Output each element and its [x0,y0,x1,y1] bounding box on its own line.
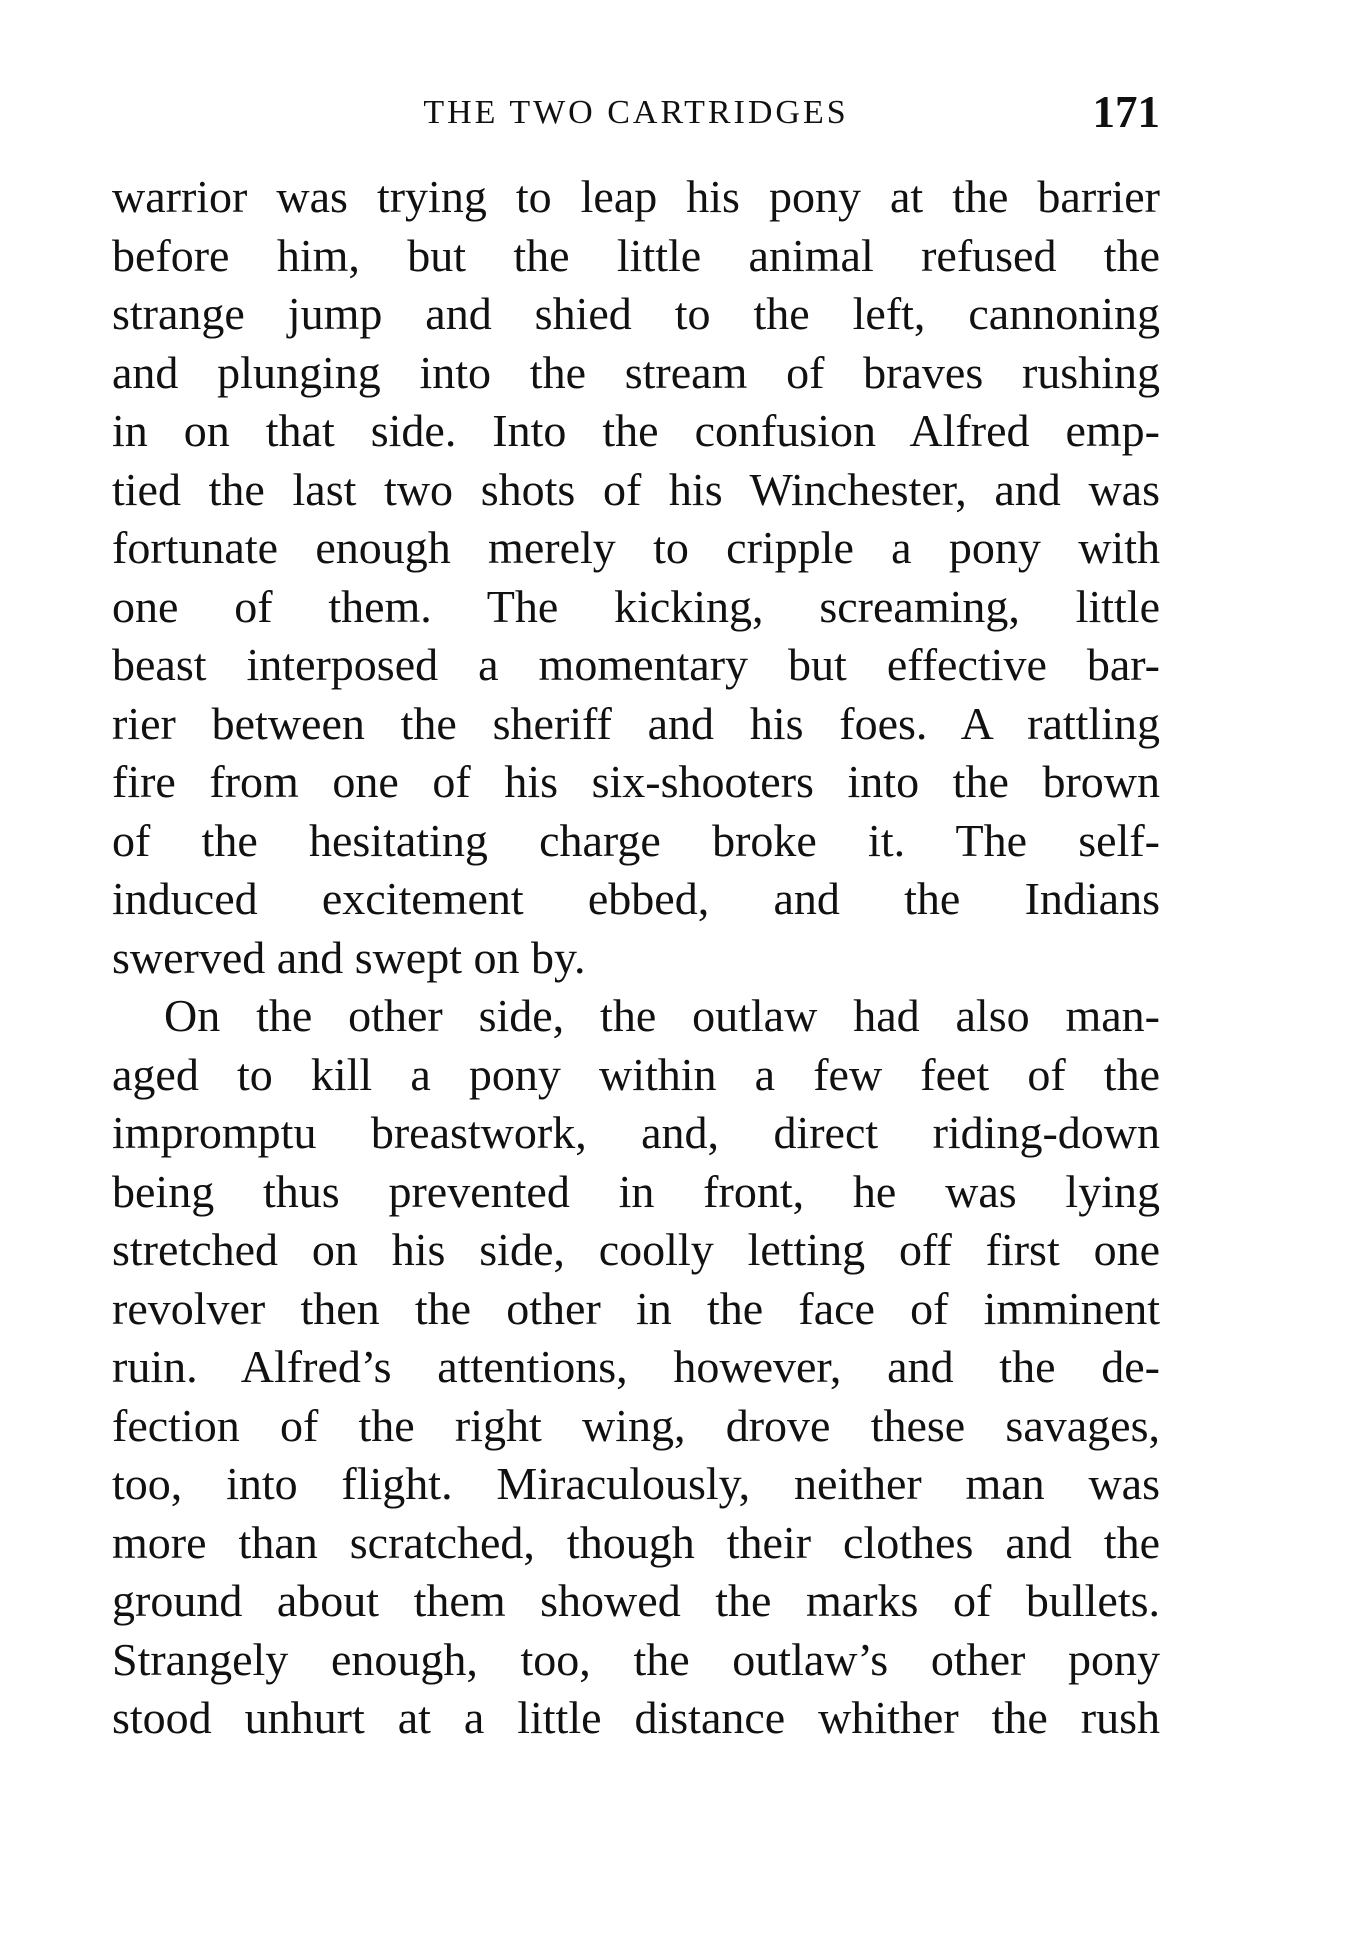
text-line: induced excitement ebbed, and the Indians [112,873,1160,924]
text-line: strange jump and shied to the left, cannoning [112,288,1160,339]
text-line: and plunging into the stream of braves rushing [112,346,1160,398]
text-line: in on that side. Into the confusion Alfred emp- [112,405,1160,456]
text-line: swerved and swept on by. [112,931,586,983]
text-line: warrior was trying to leap his pony at the barrier [112,171,1160,222]
body-text [112,168,1160,1748]
text-line: one of them. The kicking, screaming, little [112,580,1160,632]
text-line: beast interposed a momentary but effective bar- [112,639,1160,690]
text-line: impromptu breastwork, and, direct riding-down [112,1107,1160,1158]
text-line: rier between the sheriff and his foes. A rattling [112,697,1160,749]
text-line: Strangely enough, too, the outlaw’s other pony [112,1633,1160,1685]
text-line: before him, but the little animal refused the [112,229,1160,281]
text-line: more than scratched, though their clothes and the [112,1516,1160,1568]
text-line: revolver then the other in the face of imminent [112,1282,1160,1334]
text-line: stood unhurt at a little distance whither the rush [112,1692,1160,1743]
text-line: aged to kill a pony within a few feet of the [112,1048,1160,1100]
running-head-title: THE TWO CARTRIDGES [423,94,849,131]
text-line: fire from one of his six-shooters into the brown [112,756,1160,807]
text-line: of the hesitating charge broke it. The self- [112,814,1160,866]
text-line: tied the last two shots of his Winchester, and was [112,463,1160,515]
text-line: fortunate enough merely to cripple a pony with [112,522,1160,573]
text-line: On the other side, the outlaw had also man- [164,990,1160,1041]
text-line: too, into flight. Miraculously, neither man was [112,1458,1160,1509]
text-line: being thus prevented in front, he was lying [112,1165,1160,1217]
running-head [112,86,1160,146]
text-line: ruin. Alfred’s attentions, however, and the de- [112,1341,1160,1392]
text-line: ground about them showed the marks of bullets. [112,1575,1160,1626]
text-line: stretched on his side, coolly letting off first one [112,1224,1160,1275]
text-line: fection of the right wing, drove these savages, [112,1399,1160,1451]
page-number: 171 [1092,87,1160,137]
